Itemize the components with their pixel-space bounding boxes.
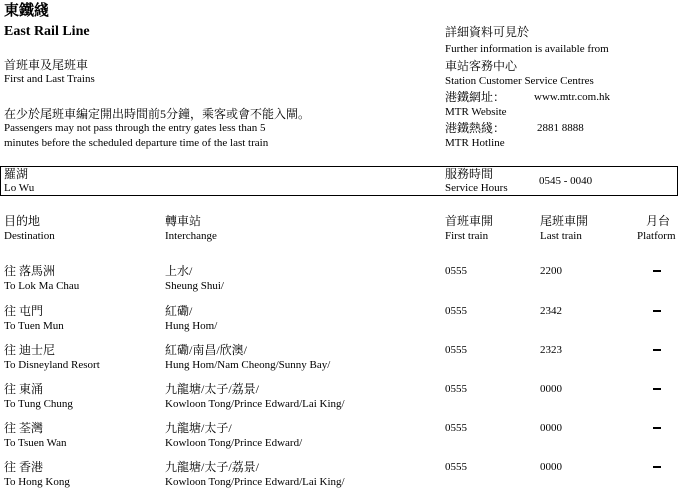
destination-en: To Tsuen Wan	[4, 437, 67, 449]
notice-zh: 在少於尾班車編定開出時間前5分鐘，乘客或會不能入閘。	[4, 107, 311, 121]
col-destination-zh: 目的地	[4, 214, 41, 228]
service-hours-label-zh: 服務時間	[445, 167, 494, 181]
destination-zh: 往 迪士尼	[4, 343, 56, 357]
website-value: www.mtr.com.hk	[534, 91, 610, 103]
first-train-time: 0555	[445, 422, 467, 434]
interchange-en: Kowloon Tong/Prince Edward/	[165, 437, 303, 449]
interchange-en: Hung Hom/Nam Cheong/Sunny Bay/	[165, 359, 331, 371]
destination-en: To Tung Chung	[4, 398, 73, 410]
table-row	[0, 421, 681, 455]
first-train-time: 0555	[445, 383, 467, 395]
platform-dash	[653, 349, 661, 351]
table-row	[0, 343, 681, 377]
service-centres-en: Station Customer Service Centres	[445, 75, 594, 87]
first-last-heading-en: First and Last Trains	[4, 73, 95, 85]
hotline-value: 2881 8888	[537, 122, 584, 134]
destination-en: To Tuen Mun	[4, 320, 64, 332]
website-label-en: MTR Website	[445, 106, 507, 118]
last-train-time: 0000	[540, 461, 562, 473]
platform-dash	[653, 427, 661, 429]
interchange-zh: 上水/	[165, 264, 193, 278]
platform-dash	[653, 310, 661, 312]
destination-zh: 往 屯門	[4, 304, 44, 318]
hotline-label-zh: 港鐵熱綫：	[445, 121, 506, 135]
service-hours-value: 0545 - 0040	[539, 175, 593, 187]
first-train-time: 0555	[445, 265, 467, 277]
col-destination-en: Destination	[4, 230, 55, 242]
interchange-en: Hung Hom/	[165, 320, 218, 332]
interchange-en: Kowloon Tong/Prince Edward/Lai King/	[165, 476, 345, 488]
destination-en: To Hong Kong	[4, 476, 70, 488]
table-row	[0, 304, 681, 338]
first-train-time: 0555	[445, 305, 467, 317]
last-train-time: 2200	[540, 265, 562, 277]
last-train-time: 2342	[540, 305, 562, 317]
col-first-train-en: First train	[445, 230, 489, 242]
first-last-heading-zh: 首班車及尾班車	[4, 58, 89, 72]
destination-zh: 往 荃灣	[4, 421, 44, 435]
first-train-time: 0555	[445, 461, 467, 473]
destination-zh: 往 落馬洲	[4, 264, 56, 278]
first-train-time: 0555	[445, 344, 467, 356]
notice-en-line1: Passengers may not pass through the entry gates less than 5	[4, 122, 266, 134]
destination-en: To Lok Ma Chau	[4, 280, 80, 292]
interchange-zh: 九龍塘/太子/	[165, 421, 232, 435]
more-info-en: Further information is available from	[445, 43, 609, 55]
platform-dash	[653, 388, 661, 390]
col-first-train-zh: 首班車開	[445, 214, 494, 228]
website-label-zh: 港鐵網址：	[445, 90, 506, 104]
destination-zh: 往 香港	[4, 460, 44, 474]
last-train-time: 0000	[540, 422, 562, 434]
table-row	[0, 264, 681, 298]
col-platform-en: Platform	[637, 230, 676, 242]
table-row	[0, 382, 681, 416]
destination-zh: 往 東涌	[4, 382, 44, 396]
station-name-zh: 羅湖	[4, 167, 29, 181]
line-name-en: East Rail Line	[4, 24, 90, 39]
line-name-zh: 東鐵綫	[4, 3, 50, 19]
interchange-zh: 九龍塘/太子/荔景/	[165, 382, 260, 396]
col-last-train-en: Last train	[540, 230, 582, 242]
interchange-zh: 紅磡/	[165, 304, 193, 318]
last-train-time: 2323	[540, 344, 562, 356]
hotline-label-en: MTR Hotline	[445, 137, 505, 149]
platform-dash	[653, 466, 661, 468]
station-name-en: Lo Wu	[4, 182, 35, 194]
destination-en: To Disneyland Resort	[4, 359, 100, 371]
more-info-zh: 詳細資料可見於	[445, 25, 530, 39]
service-hours-label-en: Service Hours	[445, 182, 508, 194]
col-interchange-zh: 轉車站	[165, 214, 202, 228]
last-train-time: 0000	[540, 383, 562, 395]
interchange-en: Sheung Shui/	[165, 280, 224, 292]
interchange-zh: 九龍塘/太子/荔景/	[165, 460, 260, 474]
service-centres-zh: 車站客務中心	[445, 59, 518, 73]
interchange-en: Kowloon Tong/Prince Edward/Lai King/	[165, 398, 345, 410]
notice-en-line2: minutes before the scheduled departure time of the last train	[4, 137, 269, 149]
col-interchange-en: Interchange	[165, 230, 217, 242]
table-row	[0, 460, 681, 494]
interchange-zh: 紅磡/南昌/欣澳/	[165, 343, 248, 357]
platform-dash	[653, 270, 661, 272]
col-last-train-zh: 尾班車開	[540, 214, 589, 228]
col-platform-zh: 月台	[646, 214, 671, 228]
